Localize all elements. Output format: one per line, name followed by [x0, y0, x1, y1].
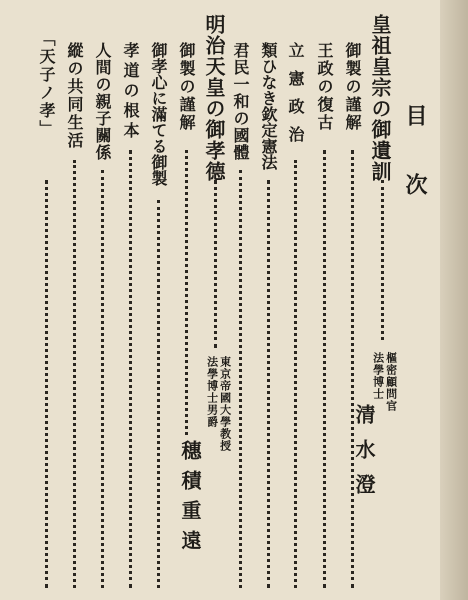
leader-dots: [101, 170, 104, 588]
leader-dots: [157, 200, 160, 588]
leader-dots: [45, 180, 48, 588]
toc-entry: 孝道の根本: [121, 42, 140, 142]
toc-entry: 「天子ノ孝」: [37, 30, 56, 138]
toc-entry: 縱の共同生活: [65, 42, 84, 150]
leader-dots: [185, 150, 188, 435]
author-affiliation: 樞密顧問官: [384, 352, 398, 412]
toc-entry: 類ひなき欽定憲法: [259, 42, 278, 170]
toc-entry: 君民一和の國體: [231, 42, 250, 161]
toc-entry: 御製の謹解: [177, 42, 196, 132]
toc-entry: 人間の親子關係: [93, 42, 112, 161]
page-title: 目 次: [402, 104, 428, 196]
leader-dots: [294, 160, 297, 588]
leader-dots: [351, 150, 354, 588]
toc-entry: 御製の謹解: [343, 42, 362, 132]
page-edge: [440, 0, 468, 600]
leader-dots: [323, 150, 326, 588]
leader-dots: [239, 170, 242, 588]
author-name: 清水澄: [352, 404, 376, 509]
toc-entry-heading: 明治天皇の御孝德: [202, 14, 226, 182]
toc-entry: 御孝心に滿てる御製: [149, 42, 168, 186]
toc-entry-heading: 皇祖皇宗の御遺訓: [368, 14, 392, 182]
author-degree: 法學博士: [371, 352, 385, 400]
toc-entry: 立憲政治: [286, 42, 305, 154]
leader-dots: [267, 180, 270, 588]
author-affiliation: 東京帝國大學教授: [218, 356, 232, 452]
leader-dots: [129, 150, 132, 588]
leader-dots: [73, 160, 76, 588]
author-name: 穗積重遠: [178, 440, 202, 560]
toc-entry: 王政の復古: [315, 42, 334, 132]
author-degree: 法學博士男爵: [205, 356, 219, 428]
leader-dots: [214, 180, 217, 348]
leader-dots: [381, 180, 384, 340]
